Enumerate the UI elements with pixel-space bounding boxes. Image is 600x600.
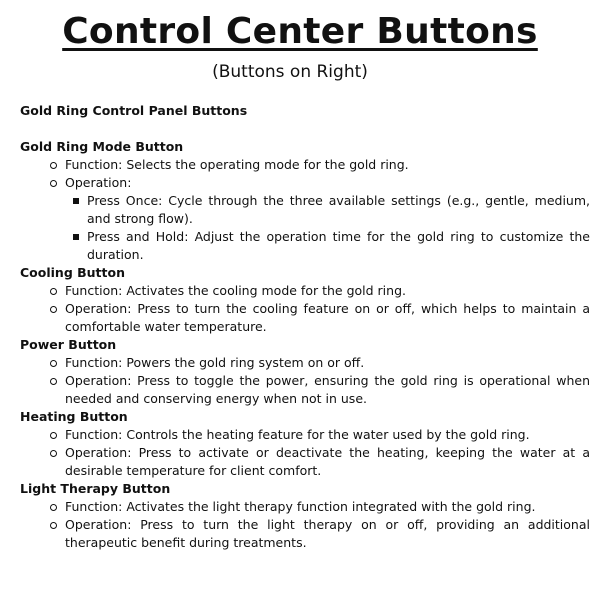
hollow-circle-bullet-icon xyxy=(50,450,57,457)
list-item xyxy=(65,372,590,408)
section-cooling xyxy=(20,264,590,336)
section-list xyxy=(20,354,590,408)
hollow-circle-bullet-icon xyxy=(50,180,57,187)
list-item xyxy=(65,516,590,552)
list-item xyxy=(65,354,590,372)
section-heading: Cooling Button xyxy=(20,265,125,280)
list-item xyxy=(65,282,590,300)
sub-list xyxy=(65,192,590,264)
hollow-circle-bullet-icon xyxy=(50,360,57,367)
panel-heading: Gold Ring Control Panel Buttons xyxy=(20,103,248,118)
hollow-circle-bullet-icon xyxy=(50,162,57,169)
function-text: Function: Selects the operating mode for the gold ring. xyxy=(65,157,409,172)
hollow-circle-bullet-icon xyxy=(50,288,57,295)
list-item xyxy=(65,174,590,264)
operation-label: Operation: xyxy=(65,175,132,190)
section-power xyxy=(20,336,590,408)
section-heading: Heating Button xyxy=(20,409,128,424)
operation-text: Operation: Press to turn the cooling feature on or off, which helps to maintain a comfortable water temperature. xyxy=(65,301,590,334)
hollow-circle-bullet-icon xyxy=(50,378,57,385)
operation-text: Operation: Press to turn the light therapy on or off, providing an additional therapeutic benefit during treatments. xyxy=(65,517,590,550)
list-item xyxy=(65,300,590,336)
hollow-circle-bullet-icon xyxy=(50,504,57,511)
section-light-therapy xyxy=(20,480,590,552)
sub-list-item xyxy=(87,228,590,264)
sub-list-item xyxy=(87,192,590,228)
section-list xyxy=(20,498,590,552)
list-item xyxy=(65,156,590,174)
function-text: Function: Controls the heating feature for the water used by the gold ring. xyxy=(65,427,530,442)
function-text: Function: Activates the light therapy function integrated with the gold ring. xyxy=(65,499,536,514)
section-list xyxy=(20,282,590,336)
list-item xyxy=(65,426,590,444)
hollow-circle-bullet-icon xyxy=(50,522,57,529)
section-gold-ring-mode xyxy=(20,138,590,264)
square-bullet-icon xyxy=(73,234,79,240)
hollow-circle-bullet-icon xyxy=(50,432,57,439)
square-bullet-icon xyxy=(73,198,79,204)
section-heading: Gold Ring Mode Button xyxy=(20,139,184,154)
document-body xyxy=(20,102,590,552)
section-heading: Light Therapy Button xyxy=(20,481,171,496)
section-heating xyxy=(20,408,590,480)
hollow-circle-bullet-icon xyxy=(50,306,57,313)
section-list xyxy=(20,156,590,264)
operation-text: Operation: Press to toggle the power, ensuring the gold ring is operational when needed and conserving energy when not in use. xyxy=(65,373,590,406)
function-text: Function: Powers the gold ring system on or off. xyxy=(65,355,365,370)
page-subtitle: (Buttons on Right) xyxy=(212,62,368,82)
list-item xyxy=(65,444,590,480)
page-title: Control Center Buttons xyxy=(62,11,538,52)
operation-text: Operation: Press to activate or deactivate the heating, keeping the water at a desirable temperature for client comfort. xyxy=(65,445,590,478)
operation-detail: Press Once: Cycle through the three available settings (e.g., gentle, medium, and strong flow). xyxy=(87,193,590,226)
section-heading: Power Button xyxy=(20,337,117,352)
section-list xyxy=(20,426,590,480)
list-item xyxy=(65,498,590,516)
function-text: Function: Activates the cooling mode for the gold ring. xyxy=(65,283,406,298)
operation-detail: Press and Hold: Adjust the operation time for the gold ring to customize the duration. xyxy=(87,229,590,262)
